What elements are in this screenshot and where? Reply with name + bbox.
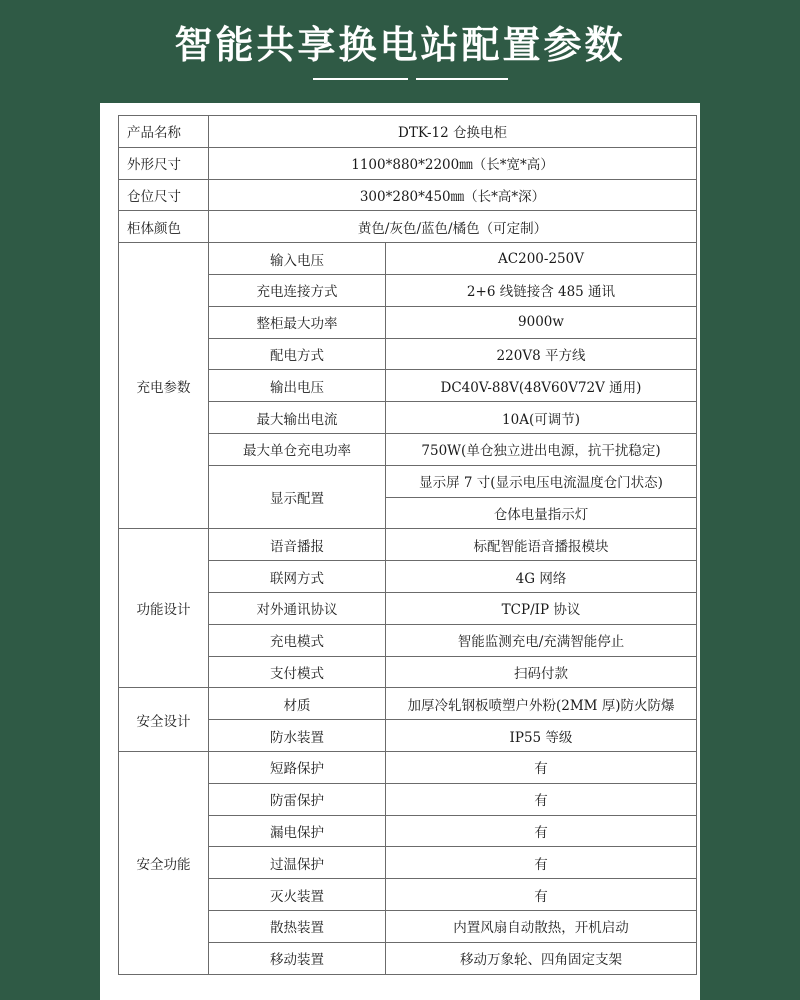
- row-value: 1100*880*2200㎜（长*宽*高）: [209, 147, 697, 179]
- row-value: DTK-12 仓换电柜: [209, 116, 697, 148]
- param-value: 内置风扇自动散热，开机启动: [386, 910, 697, 942]
- section-label: 充电参数: [119, 243, 209, 529]
- row-label: 外形尺寸: [119, 147, 209, 179]
- param-label: 输出电压: [209, 370, 386, 402]
- param-value: 显示屏 7 寸(显示电压电流温度仓门状态): [386, 465, 697, 497]
- param-value: 扫码付款: [386, 656, 697, 688]
- section-label: 安全功能: [119, 751, 209, 974]
- param-label: 最大单仓充电功率: [209, 433, 386, 465]
- table-row: [119, 243, 697, 275]
- param-value: 有: [386, 815, 697, 847]
- param-label: 整柜最大功率: [209, 306, 386, 338]
- section-label: 安全设计: [119, 688, 209, 752]
- param-label: 材质: [209, 688, 386, 720]
- param-value: 有: [386, 751, 697, 783]
- param-label: 过温保护: [209, 847, 386, 879]
- row-value: 黄色/灰色/蓝色/橘色（可定制）: [209, 211, 697, 243]
- param-label: 语音播报: [209, 529, 386, 561]
- param-label: 联网方式: [209, 561, 386, 593]
- param-label: 充电模式: [209, 624, 386, 656]
- param-value: 220V8 平方线: [386, 338, 697, 370]
- param-value: 4G 网络: [386, 561, 697, 593]
- param-label: 散热装置: [209, 910, 386, 942]
- table-row: [119, 179, 697, 211]
- param-value: 移动万象轮、四角固定支架: [386, 942, 697, 974]
- param-value: 9000w: [386, 306, 697, 338]
- param-value: TCP/IP 协议: [386, 592, 697, 624]
- param-label: 防水装置: [209, 720, 386, 752]
- param-value: 智能监测充电/充满智能停止: [386, 624, 697, 656]
- param-value: 2+6 线链接含 485 通讯: [386, 274, 697, 306]
- param-label: 充电连接方式: [209, 274, 386, 306]
- param-label: 移动装置: [209, 942, 386, 974]
- param-label: 防雷保护: [209, 783, 386, 815]
- param-value: IP55 等级: [386, 720, 697, 752]
- param-label: 配电方式: [209, 338, 386, 370]
- param-value: 标配智能语音播报模块: [386, 529, 697, 561]
- row-label: 产品名称: [119, 116, 209, 148]
- param-value: AC200-250V: [386, 243, 697, 275]
- row-value: 300*280*450㎜（长*高*深）: [209, 179, 697, 211]
- table-row: [119, 211, 697, 243]
- table-row: [119, 147, 697, 179]
- param-label: 灭火装置: [209, 879, 386, 911]
- param-value: 10A(可调节): [386, 402, 697, 434]
- param-value: 加厚冷轧钢板喷塑户外粉(2MM 厚)防火防爆: [386, 688, 697, 720]
- title-underline-left: [313, 78, 408, 80]
- param-value: 仓体电量指示灯: [386, 497, 697, 529]
- title-underline-right: [416, 78, 508, 80]
- param-label: 短路保护: [209, 751, 386, 783]
- page-title: 智能共享换电站配置参数: [174, 23, 626, 67]
- table-row: [119, 751, 697, 783]
- param-value: 750W(单仓独立进出电源，抗干扰稳定): [386, 433, 697, 465]
- row-label: 柜体颜色: [119, 211, 209, 243]
- table-row: [119, 529, 697, 561]
- table-row: [119, 688, 697, 720]
- spec-card: [100, 103, 700, 1000]
- param-label: 对外通讯协议: [209, 592, 386, 624]
- param-label: 输入电压: [209, 243, 386, 275]
- table-row: [119, 116, 697, 148]
- spec-table: [118, 115, 697, 975]
- param-value: 有: [386, 783, 697, 815]
- row-label: 仓位尺寸: [119, 179, 209, 211]
- param-value: 有: [386, 879, 697, 911]
- param-label: 支付模式: [209, 656, 386, 688]
- param-label: 显示配置: [209, 465, 386, 529]
- param-label: 最大输出电流: [209, 402, 386, 434]
- param-value: DC40V-88V(48V60V72V 通用): [386, 370, 697, 402]
- param-value: 有: [386, 847, 697, 879]
- section-label: 功能设计: [119, 529, 209, 688]
- param-label: 漏电保护: [209, 815, 386, 847]
